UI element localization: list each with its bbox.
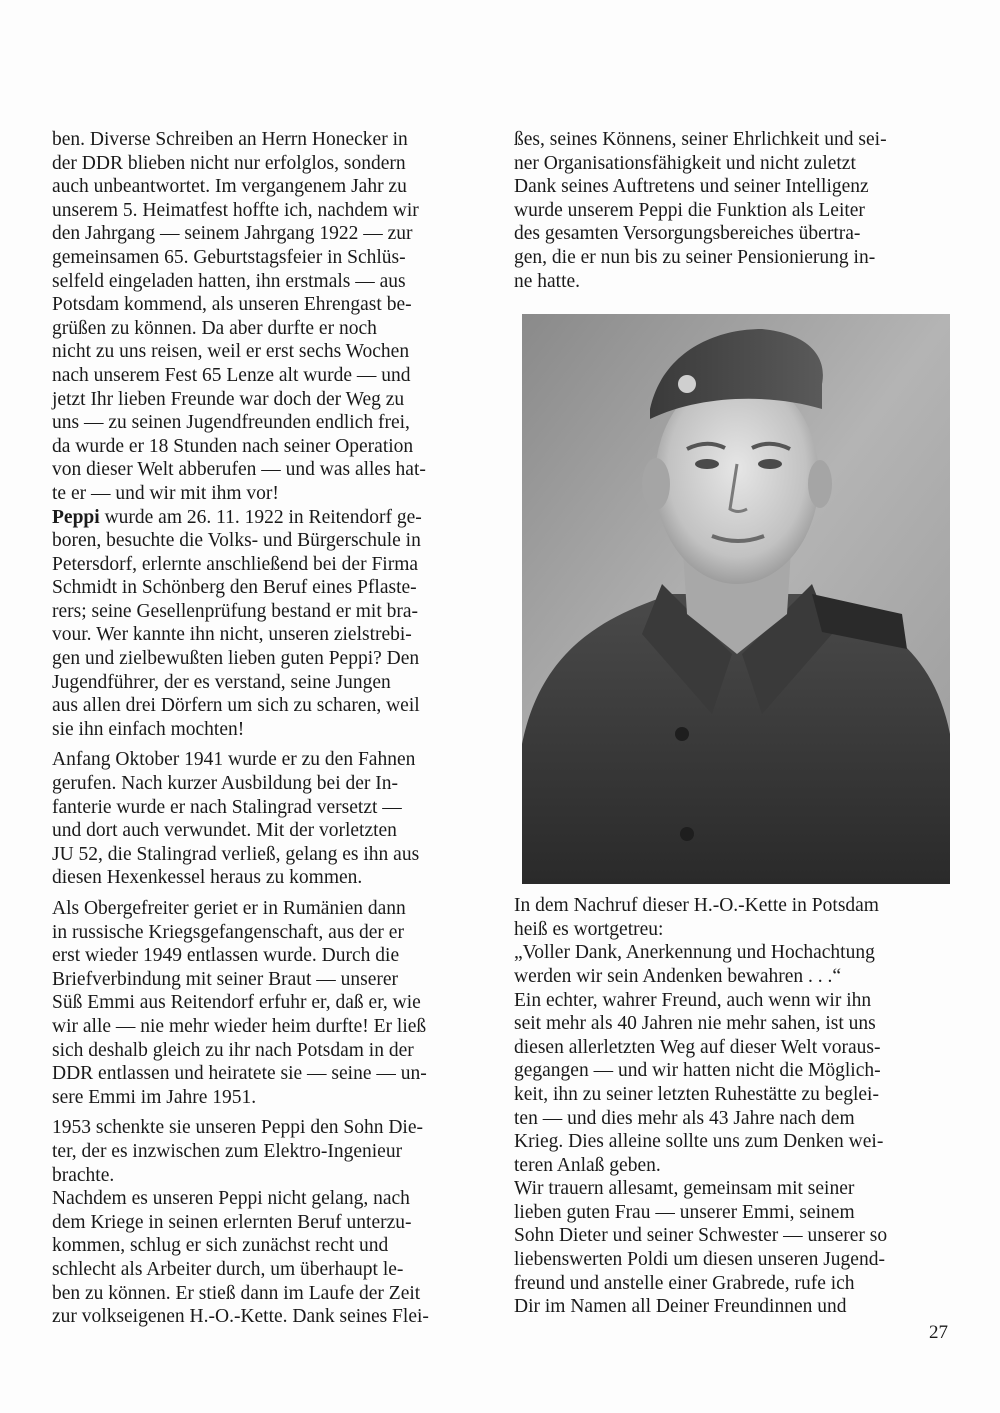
paragraph-military: Anfang Oktober 1941 wurde er zu den Fahnen gerufen. Nach kurzer Ausbildung bei der In- fanterie wurde er nach Stalingrad versetzt — und dort auch verwundet. Mit der vorletzten JU 52, die Stalingrad verließ, gelang es ihn aus diesen Hexenkessel heraus zu kommen. xyxy=(52,749,420,889)
paragraph-career: ßes, seines Könnens, seiner Ehrlichkeit und sei- ner Organisationsfähigkeit und nicht zuletzt Dank seines Auftretens und seiner Intelligenz wurde unserem Peppi die Funktion als Leiter des gesamten Versorgungsbereiches übertra- gen, die er nun bis zu seiner Pensionierung in- ne hatte. xyxy=(514,129,887,292)
page-number: 27 xyxy=(929,1322,948,1343)
portrait-photo xyxy=(522,314,950,884)
paragraph-biography xyxy=(52,506,488,742)
paragraph-captivity: Als Obergefreiter geriet er in Rumänien dann in russische Kriegsgefangenschaft, aus der er erst wieder 1949 entlassen wurde. Durch die Briefverbindung mit seiner Braut — unserer Süß Emmi aus Reitendorf erfuhr er, daß er, wie wir alle — nie mehr wieder heim durfte! Er ließ sich deshalb gleich zu ihr nach Potsdam in der DDR entlassen und heiratete sie — seine — un- sere Emmi im Jahre 1951. xyxy=(52,898,427,1108)
name-peppi: Peppi xyxy=(52,506,100,528)
paragraph-biography-text: wurde am 26. 11. 1922 in Reitendorf ge- boren, besuchte die Volks- und Bürgerschule in Petersdorf, erlernte anschließend bei der Firma Schmidt in Schönberg den Beruf eines Pflaste- rers; seine Gesellenprüfung bestand er mit bra- vour. Wer kannte ihn nicht, unseren zielstrebi- gen und zielbewußten lieben guten Peppi? Den Jugendführer, der es verstand, seine Jungen aus allen drei Dörfern um sich zu scharen, weil sie ihn einfach mochten! xyxy=(52,506,422,740)
left-column xyxy=(52,128,488,1329)
right-column xyxy=(514,128,950,1319)
paragraph-family-career: 1953 schenkte sie unseren Peppi den Sohn Die- ter, der es inzwischen zum Elektro-Ingenieur brachte. Nachdem es unseren Peppi nicht gelang, nach dem Kriege in seinen erlernten Beruf unterzu- kommen, schlug er sich zunächst recht und schlecht als Arbeiter durch, um überhaupt le- ben zu können. Er stieß dann im Laufe der Zeit zur volkseigenen H.-O.-Kette. Dank seines Flei- xyxy=(52,1117,429,1328)
paragraph-letters: ben. Diverse Schreiben an Herrn Honecker in der DDR blieben nicht nur erfolglos, sondern auch unbeantwortet. Im vergangenem Jahr zu unserem 5. Heimatfest hoffte ich, nachdem wir den Jahrgang — seinem Jahrgang 1922 — zur gemeinsamen 65. Geburtstagsfeier in Schlüs- selfeld eingeladen hatten, ihn erstmals — aus Potsdam kommend, als unseren Ehrengast be- grüßen zu können. Da aber durfte er noch nicht zu uns reisen, weil er erst sechs Wochen nach unserem Fest 65 Lenze alt wurde — und jetzt Ihr lieben Freunde war doch der Weg zu uns — zu seinen Jugendfreunden endlich frei, da wurde er 18 Stunden nach seiner Operation von dieser Welt abberufen — und was alles hat- te er — und wir mit ihm vor! xyxy=(52,129,426,504)
paragraph-obituary: In dem Nachruf dieser H.-O.-Kette in Potsdam heiß es wortgetreu: „Voller Dank, Anerkennung und Hochachtung werden wir sein Andenken bewahren . . .“ Ein echter, wahrer Freund, auch wenn wir ihn seit mehr als 40 Jahren nie mehr sahen, ist uns diesen allerletzten Weg auf dieser Welt voraus- gegangen — und wir hatten nicht die Möglich- keit, ihn zu seiner letzten Ruhestätte zu beglei- ten — und dies mehr als 43 Jahre nach dem Krieg. Dies alleine sollte uns zum Denken wei- teren Anlaß geben. Wir trauern allesamt, gemeinsam mit seiner lieben guten Frau — unserer Emmi, seinem Sohn Dieter und seiner Schwester — unserer so liebenswerten Poldi um diesen unseren Jugend- freund und anstelle einer Grabrede, rufe ich Dir im Namen all Deiner Freundinnen und xyxy=(514,895,888,1318)
